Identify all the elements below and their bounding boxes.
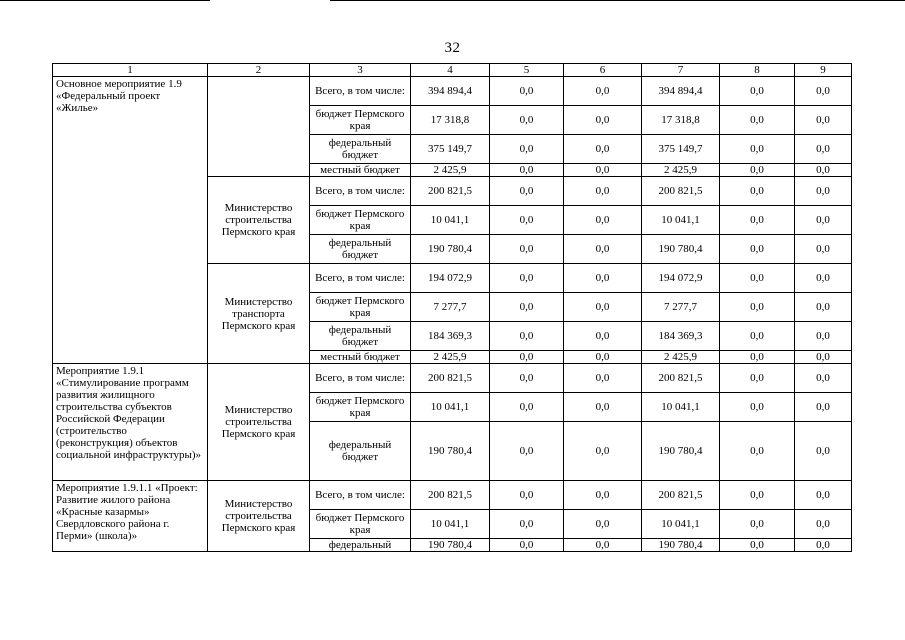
- funding-source-cell: бюджет Пермского края: [310, 510, 411, 539]
- amount-cell: 0,0: [490, 164, 564, 177]
- amount-cell: 0,0: [564, 264, 642, 293]
- amount-cell: 0,0: [564, 539, 642, 552]
- amount-cell: 2 425,9: [411, 351, 490, 364]
- column-header: 7: [642, 64, 720, 77]
- amount-cell: 0,0: [720, 510, 795, 539]
- amount-cell: 0,0: [564, 177, 642, 206]
- amount-cell: 0,0: [720, 422, 795, 481]
- funding-source-cell: бюджет Пермского края: [310, 393, 411, 422]
- amount-cell: 0,0: [720, 293, 795, 322]
- activity-name-cell: Основное мероприятие 1.9 «Федеральный проект «Жилье»: [53, 77, 208, 364]
- funding-source-cell: Всего, в том числе:: [310, 77, 411, 106]
- amount-cell: 0,0: [490, 235, 564, 264]
- amount-cell: 0,0: [720, 135, 795, 164]
- amount-cell: 190 780,4: [642, 539, 720, 552]
- funding-source-cell: местный бюджет: [310, 351, 411, 364]
- amount-cell: 0,0: [490, 510, 564, 539]
- amount-cell: 10 041,1: [411, 393, 490, 422]
- amount-cell: 190 780,4: [411, 539, 490, 552]
- executor-cell: Министерство строительства Пермского края: [208, 481, 310, 552]
- amount-cell: 0,0: [795, 164, 852, 177]
- amount-cell: 10 041,1: [642, 206, 720, 235]
- amount-cell: 7 277,7: [411, 293, 490, 322]
- column-header: 8: [720, 64, 795, 77]
- amount-cell: 0,0: [720, 206, 795, 235]
- amount-cell: 0,0: [795, 393, 852, 422]
- funding-source-cell: Всего, в том числе:: [310, 364, 411, 393]
- amount-cell: 0,0: [490, 481, 564, 510]
- activity-name-cell: Мероприятие 1.9.1 «Стимулирование программ развития жилищного строительства субъектов Российской Федерации (строительство (реконструкция) объектов социальной инфраструктуры)»: [53, 364, 208, 481]
- amount-cell: 0,0: [490, 364, 564, 393]
- column-header: 4: [411, 64, 490, 77]
- amount-cell: 0,0: [795, 293, 852, 322]
- amount-cell: 200 821,5: [411, 481, 490, 510]
- amount-cell: 190 780,4: [411, 235, 490, 264]
- amount-cell: 0,0: [795, 264, 852, 293]
- amount-cell: 0,0: [795, 351, 852, 364]
- amount-cell: 0,0: [720, 77, 795, 106]
- table-header-row: [53, 64, 852, 77]
- amount-cell: 0,0: [720, 481, 795, 510]
- funding-source-cell: Всего, в том числе:: [310, 264, 411, 293]
- amount-cell: 0,0: [564, 351, 642, 364]
- amount-cell: 2 425,9: [642, 164, 720, 177]
- amount-cell: 10 041,1: [642, 510, 720, 539]
- amount-cell: 190 780,4: [642, 422, 720, 481]
- funding-source-cell: федеральный: [310, 539, 411, 552]
- amount-cell: 0,0: [795, 510, 852, 539]
- amount-cell: 0,0: [564, 322, 642, 351]
- amount-cell: 0,0: [490, 539, 564, 552]
- amount-cell: 184 369,3: [411, 322, 490, 351]
- amount-cell: 0,0: [795, 206, 852, 235]
- executor-cell: Министерство строительства Пермского края: [208, 364, 310, 481]
- amount-cell: 375 149,7: [642, 135, 720, 164]
- amount-cell: 10 041,1: [642, 393, 720, 422]
- budget-table: [52, 63, 852, 552]
- column-header: 1: [53, 64, 208, 77]
- amount-cell: 0,0: [795, 422, 852, 481]
- amount-cell: 0,0: [490, 351, 564, 364]
- amount-cell: 0,0: [564, 164, 642, 177]
- amount-cell: 200 821,5: [642, 364, 720, 393]
- funding-source-cell: федеральный бюджет: [310, 322, 411, 351]
- column-header: 3: [310, 64, 411, 77]
- funding-source-cell: бюджет Пермского края: [310, 106, 411, 135]
- amount-cell: 0,0: [720, 393, 795, 422]
- amount-cell: 0,0: [795, 235, 852, 264]
- amount-cell: 0,0: [795, 364, 852, 393]
- amount-cell: 0,0: [720, 322, 795, 351]
- amount-cell: 0,0: [564, 77, 642, 106]
- funding-source-cell: Всего, в том числе:: [310, 481, 411, 510]
- amount-cell: 194 072,9: [642, 264, 720, 293]
- amount-cell: 0,0: [720, 539, 795, 552]
- amount-cell: 0,0: [564, 135, 642, 164]
- amount-cell: 0,0: [720, 164, 795, 177]
- amount-cell: 375 149,7: [411, 135, 490, 164]
- funding-source-cell: федеральный бюджет: [310, 135, 411, 164]
- amount-cell: 0,0: [490, 393, 564, 422]
- amount-cell: 190 780,4: [642, 235, 720, 264]
- amount-cell: 394 894,4: [642, 77, 720, 106]
- amount-cell: 0,0: [564, 393, 642, 422]
- amount-cell: 0,0: [795, 135, 852, 164]
- top-border-line: [0, 0, 210, 1]
- column-header: 2: [208, 64, 310, 77]
- amount-cell: 394 894,4: [411, 77, 490, 106]
- amount-cell: 7 277,7: [642, 293, 720, 322]
- column-header: 6: [564, 64, 642, 77]
- amount-cell: 0,0: [720, 177, 795, 206]
- page-number: 32: [444, 40, 461, 56]
- amount-cell: 17 318,8: [411, 106, 490, 135]
- amount-cell: 0,0: [490, 106, 564, 135]
- activity-name-cell: Мероприятие 1.9.1.1 «Проект: Развитие жилого района «Красные казармы» Свердловского района г. Перми» (школа)»: [53, 481, 208, 552]
- amount-cell: 10 041,1: [411, 510, 490, 539]
- amount-cell: 0,0: [490, 206, 564, 235]
- amount-cell: 0,0: [564, 206, 642, 235]
- amount-cell: 0,0: [564, 510, 642, 539]
- amount-cell: 0,0: [795, 481, 852, 510]
- amount-cell: 17 318,8: [642, 106, 720, 135]
- column-header: 9: [795, 64, 852, 77]
- amount-cell: 0,0: [795, 77, 852, 106]
- amount-cell: 0,0: [490, 322, 564, 351]
- amount-cell: 0,0: [490, 293, 564, 322]
- amount-cell: 10 041,1: [411, 206, 490, 235]
- amount-cell: 0,0: [564, 106, 642, 135]
- amount-cell: 0,0: [564, 235, 642, 264]
- amount-cell: 194 072,9: [411, 264, 490, 293]
- amount-cell: 0,0: [795, 177, 852, 206]
- funding-source-cell: бюджет Пермского края: [310, 293, 411, 322]
- amount-cell: 200 821,5: [411, 177, 490, 206]
- top-border-line: [330, 0, 905, 1]
- amount-cell: 0,0: [490, 177, 564, 206]
- amount-cell: 200 821,5: [642, 177, 720, 206]
- amount-cell: 0,0: [490, 77, 564, 106]
- funding-source-cell: федеральный бюджет: [310, 422, 411, 481]
- funding-source-cell: бюджет Пермского края: [310, 206, 411, 235]
- table-row: [53, 77, 852, 106]
- amount-cell: 0,0: [490, 264, 564, 293]
- amount-cell: 0,0: [564, 293, 642, 322]
- funding-source-cell: Всего, в том числе:: [310, 177, 411, 206]
- amount-cell: 190 780,4: [411, 422, 490, 481]
- amount-cell: 0,0: [720, 264, 795, 293]
- amount-cell: 0,0: [720, 235, 795, 264]
- funding-source-cell: местный бюджет: [310, 164, 411, 177]
- amount-cell: 2 425,9: [642, 351, 720, 364]
- amount-cell: 184 369,3: [642, 322, 720, 351]
- amount-cell: 0,0: [490, 135, 564, 164]
- amount-cell: 0,0: [564, 481, 642, 510]
- amount-cell: 0,0: [720, 364, 795, 393]
- table-row: [53, 481, 852, 510]
- amount-cell: 0,0: [564, 364, 642, 393]
- column-header: 5: [490, 64, 564, 77]
- amount-cell: 0,0: [720, 106, 795, 135]
- amount-cell: 200 821,5: [411, 364, 490, 393]
- funding-source-cell: федеральный бюджет: [310, 235, 411, 264]
- amount-cell: 0,0: [795, 322, 852, 351]
- amount-cell: 200 821,5: [642, 481, 720, 510]
- executor-cell: Министерство строительства Пермского края: [208, 177, 310, 264]
- amount-cell: 0,0: [795, 539, 852, 552]
- executor-cell: [208, 77, 310, 177]
- amount-cell: 0,0: [720, 351, 795, 364]
- executor-cell: Министерство транспорта Пермского края: [208, 264, 310, 364]
- amount-cell: 0,0: [795, 106, 852, 135]
- table-row: [53, 364, 852, 393]
- amount-cell: 0,0: [490, 422, 564, 481]
- amount-cell: 0,0: [564, 422, 642, 481]
- amount-cell: 2 425,9: [411, 164, 490, 177]
